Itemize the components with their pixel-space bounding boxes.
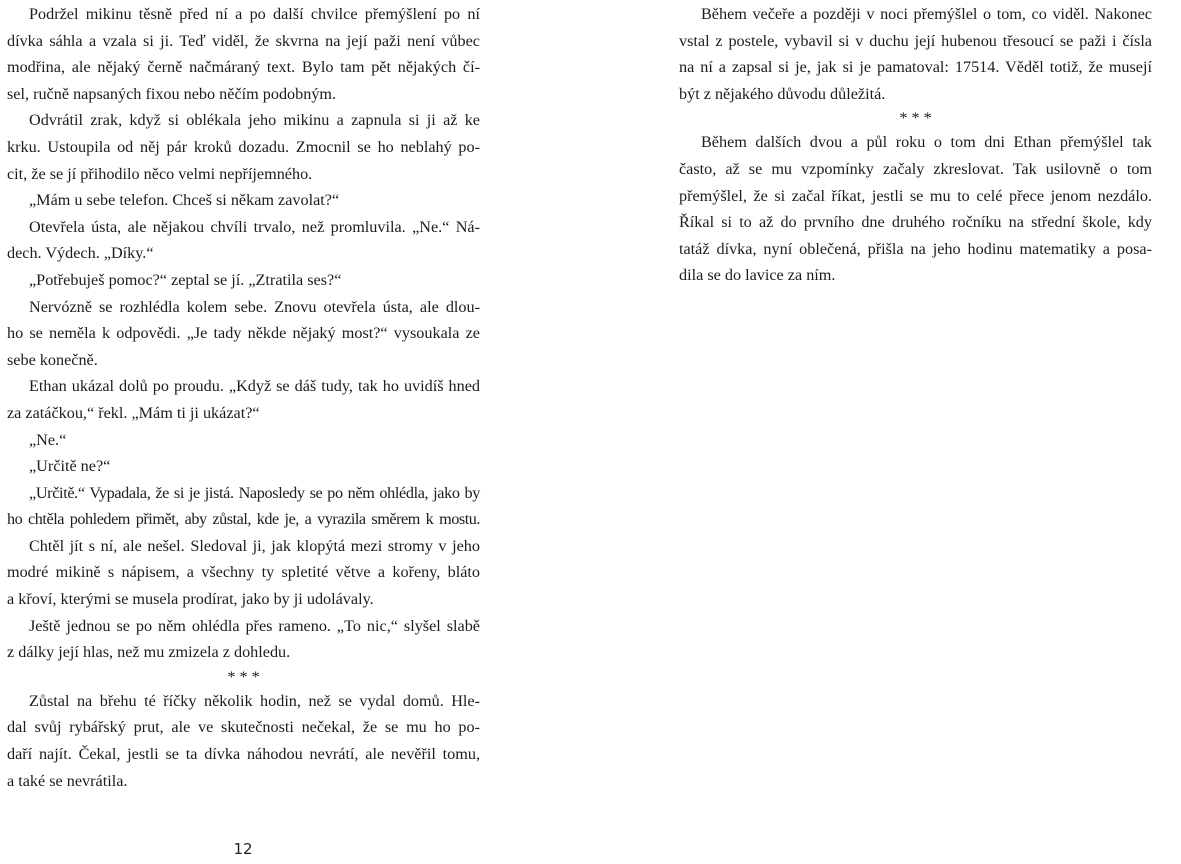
text-line: modré mikině s nápisem, a všechny ty spletité větve a kořeny, bláto [7, 563, 480, 582]
text-line: být z nějakého důvodu důležitá. [679, 84, 886, 103]
section-divider: * * * [899, 109, 932, 128]
text-line: přemýšlel, že si začal říkat, jestli se mu to celé přece jenom nezdálo. [679, 186, 1152, 205]
text-line: Ethan ukázal dolů po proudu. „Když se dáš tudy, tak ho uvidíš hned [29, 377, 480, 396]
text-line: sebe konečně. [7, 350, 98, 369]
text-line: krku. Ustoupila od něj pár kroků dozadu. Zmocnil se ho neblahý po- [7, 137, 480, 156]
text-line: „Určitě.“ Vypadala, že si je jistá. Naposledy se po něm ohlédla, jako by [29, 483, 480, 502]
left-page-text [7, 0, 480, 794]
text-line: „Mám u sebe telefon. Chceš si někam zavolat?“ [29, 191, 340, 210]
page-number: 12 [233, 840, 253, 858]
text-line: často, až se mu vzpomínky začaly zkreslovat. Tak usilovně o tom [679, 159, 1152, 178]
text-line: Otevřela ústa, ale nějakou chvíli trvalo, než promluvila. „Ne.“ Ná- [29, 217, 480, 236]
right-page-text [679, 0, 1152, 289]
text-line: Říkal si to až do prvního dne druhého ročníku na střední škole, kdy [679, 213, 1152, 232]
text-line: na ní a zapsal si je, jak si je pamatoval: 17514. Věděl totiž, že musejí [679, 58, 1152, 77]
text-line: za zatáčkou,“ řekl. „Mám ti ji ukázat?“ [7, 403, 260, 422]
text-line: Během dalších dvou a půl roku o tom dni Ethan přemýšlel tak [701, 133, 1152, 152]
text-line: dech. Výdech. „Díky.“ [7, 244, 154, 263]
text-line: tatáž dívka, nyní oblečená, přišla na jeho hodinu matematiky a posa- [679, 239, 1152, 258]
text-line: Zůstal na břehu té říčky několik hodin, než se vydal domů. Hle- [29, 691, 480, 710]
text-line: a křoví, kterými se musela prodírat, jako by ji udolávaly. [7, 590, 374, 609]
section-divider: * * * [227, 667, 260, 686]
text-line: „Potřebuješ pomoc?“ zeptal se jí. „Ztratila ses?“ [29, 270, 342, 289]
left-page [7, 0, 480, 794]
text-line: Nervózně se rozhlédla kolem sebe. Znovu otevřela ústa, ale dlou- [29, 297, 480, 316]
text-line: cit, že se jí přihodilo něco velmi nepříjemného. [7, 164, 313, 183]
text-line: Odvrátil zrak, když si oblékala jeho mikinu a zapnula si ji až ke [29, 111, 480, 130]
text-line: „Ne.“ [29, 430, 67, 449]
text-line: modřina, ale nějaký černě načmáraný text. Bylo tam pět nějakých čí- [7, 58, 480, 77]
text-line: ho chtěla pohledem přimět, aby zůstal, kde je, a vyrazila směrem k mostu. [7, 510, 480, 529]
text-line: z dálky její hlas, než mu zmizela z dohledu. [7, 643, 291, 662]
text-line: sel, ručně napsaných fixou nebo něčím podobným. [7, 84, 337, 103]
text-line: dila se do lavice za ním. [679, 266, 836, 285]
text-line: „Určitě ne?“ [29, 457, 111, 476]
text-line: ho se neměla k odpovědi. „Je tady někde nějaký most?“ vysoukala ze [7, 324, 480, 343]
text-line: Podržel mikinu těsně před ní a po další chvilce přemýšlení po ní [29, 5, 480, 23]
text-line: Ještě jednou se po něm ohlédla přes rameno. „To nic,“ slyšel slabě [29, 616, 480, 635]
text-line: Během večeře a později v noci přemýšlel o tom, co viděl. Nakonec [701, 5, 1152, 23]
text-line: dívka sáhla a vzala si ji. Teď viděl, že skvrna na její paži není vůbec [7, 31, 480, 50]
text-line: vstal z postele, vybavil si v duchu její hubenou třesoucí se paži i čísla [679, 31, 1152, 50]
text-line: daří najít. Čekal, jestli se ta dívka náhodou nevrátí, ale nevěřil tomu, [7, 745, 480, 764]
text-line: a také se nevrátila. [7, 771, 128, 790]
text-line: Chtěl jít s ní, ale nešel. Sledoval ji, jak klopýtá mezi stromy v jeho [29, 536, 480, 555]
right-page [679, 0, 1152, 289]
text-line: dal svůj rybářský prut, ale ve skutečnosti nečekal, že se mu ho po- [7, 718, 480, 737]
